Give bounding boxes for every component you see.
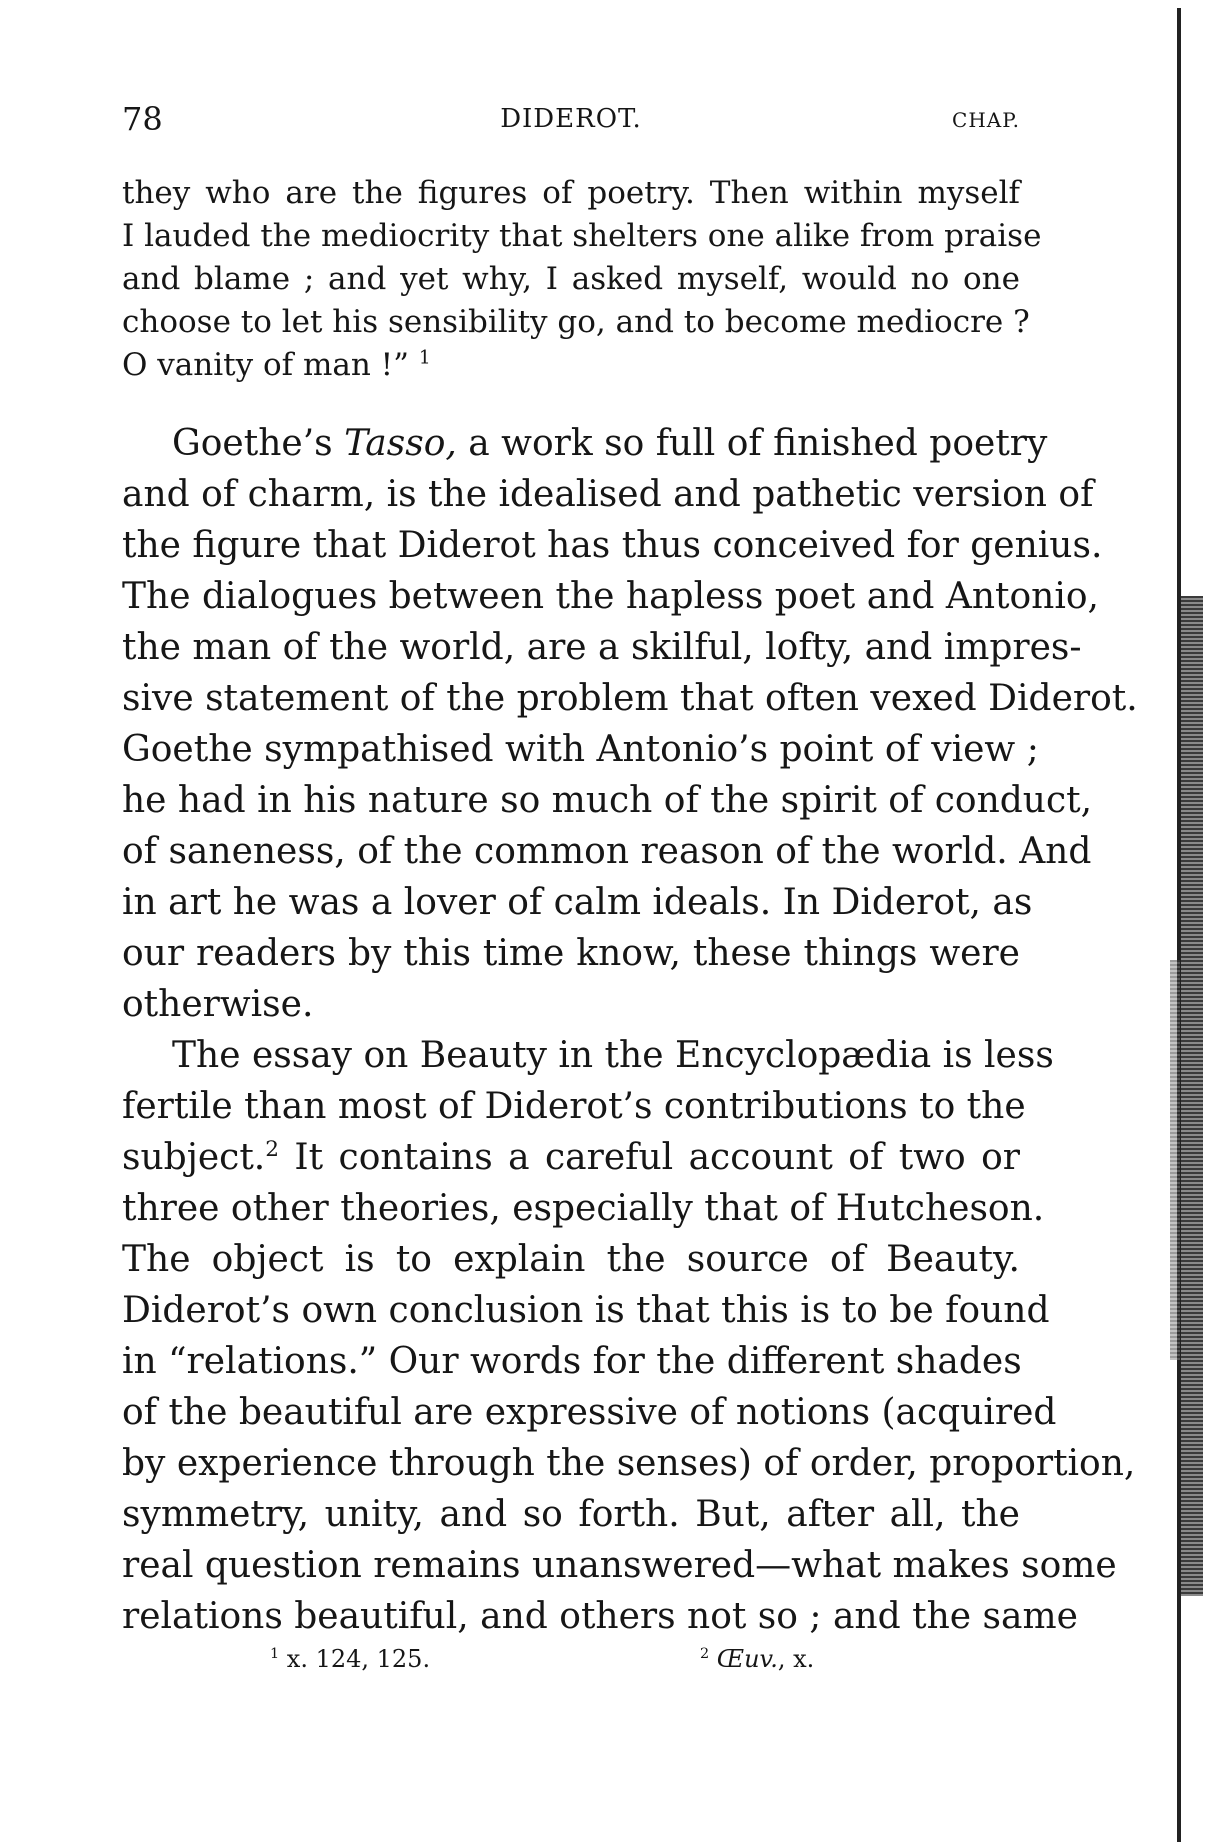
paragraph-line: three other theories, especially that of Hutcheson.: [122, 1188, 1045, 1229]
paragraph-line: relations beautiful, and others not so ; and the same: [122, 1596, 1078, 1637]
quote-line: choose to let his sensibility go, and to become mediocre ?: [122, 304, 1030, 340]
paragraph-line: in “relations.” Our words for the different shades: [122, 1341, 1022, 1382]
footnote-ref-2: 2: [265, 1137, 279, 1162]
paragraph-tasso: [122, 418, 1138, 1030]
paragraph-line: [122, 418, 1048, 469]
footnote-1-text: x. 124, 125.: [279, 1645, 431, 1673]
block-quote: [122, 172, 1042, 387]
paragraph-line: the man of the world, are a skilful, lofty, and impres-: [122, 627, 1082, 668]
footnote-2-text: , x.: [777, 1645, 815, 1673]
paragraph-line: real question remains unanswered—what makes some: [122, 1545, 1117, 1586]
quote-line: and blame ; and yet why, I asked myself, would no one: [122, 261, 1020, 297]
footnote-1-mark: 1: [270, 1646, 280, 1662]
scan-artifact: [1170, 960, 1180, 1360]
paragraph-line: Diderot’s own conclusion is that this is to be found: [122, 1290, 1050, 1331]
paragraph-line: he had in his nature so much of the spirit of conduct,: [122, 780, 1093, 821]
paragraph-line: The essay on Beauty in the Encyclopædia is less: [172, 1035, 1054, 1076]
paragraph-line: fertile than most of Diderot’s contributions to the: [122, 1086, 1026, 1127]
footnote-1: [270, 1645, 430, 1673]
text-run: Goethe’s: [172, 423, 345, 464]
quote-line: they who are the figures of poetry. Then within myself: [122, 175, 1020, 211]
paragraph-line: symmetry, unity, and so forth. But, after all, the: [122, 1494, 1020, 1535]
quote-last-text: O vanity of man !”: [122, 347, 409, 383]
chapter-mark: CHAP.: [952, 108, 1020, 132]
paragraph-line: The dialogues between the hapless poet and Antonio,: [122, 576, 1099, 617]
paragraph-line: of saneness, of the common reason of the world. And: [122, 831, 1092, 872]
running-head: DIDEROT.: [500, 104, 642, 134]
paragraph-line: in art he was a lover of calm ideals. In Diderot, as: [122, 882, 1033, 923]
paragraph-line: by experience through the senses) of order, proportion,: [122, 1443, 1136, 1484]
footnote-2: [700, 1645, 814, 1673]
page-header: [122, 100, 1020, 140]
paragraph-line: otherwise.: [122, 984, 314, 1025]
paragraph-line: the figure that Diderot has thus conceived for genius.: [122, 525, 1103, 566]
paragraph-line: [122, 1132, 1020, 1183]
paragraph-line: Goethe sympathised with Antonio’s point of view ;: [122, 729, 1039, 770]
paragraph-line: of the beautiful are expressive of notions (acquired: [122, 1392, 1057, 1433]
text-run: It contains a careful account of two or: [279, 1137, 1020, 1178]
text-run: subject.: [122, 1137, 266, 1178]
paragraph-line: and of charm, is the idealised and pathetic version of: [122, 474, 1094, 515]
paragraph-line: sive statement of the problem that often vexed Diderot.: [122, 678, 1138, 719]
quote-line: I lauded the mediocrity that shelters one alike from praise: [122, 218, 1042, 254]
page-number: 78: [122, 100, 163, 138]
paragraph-beauty: [122, 1030, 1136, 1642]
scan-artifact: [1181, 596, 1203, 1596]
paragraph-line: The object is to explain the source of Beauty.: [122, 1239, 1020, 1280]
footnote-ref-1: 1: [418, 347, 431, 369]
text-run: a work so full of finished poetry: [456, 423, 1048, 464]
footnote-2-mark: 2: [700, 1646, 710, 1662]
quote-line: [122, 344, 1020, 387]
paragraph-line: our readers by this time know, these things were: [122, 933, 1020, 974]
book-title: Tasso,: [344, 423, 457, 464]
footnote-2-title: Œuv.: [709, 1645, 778, 1673]
